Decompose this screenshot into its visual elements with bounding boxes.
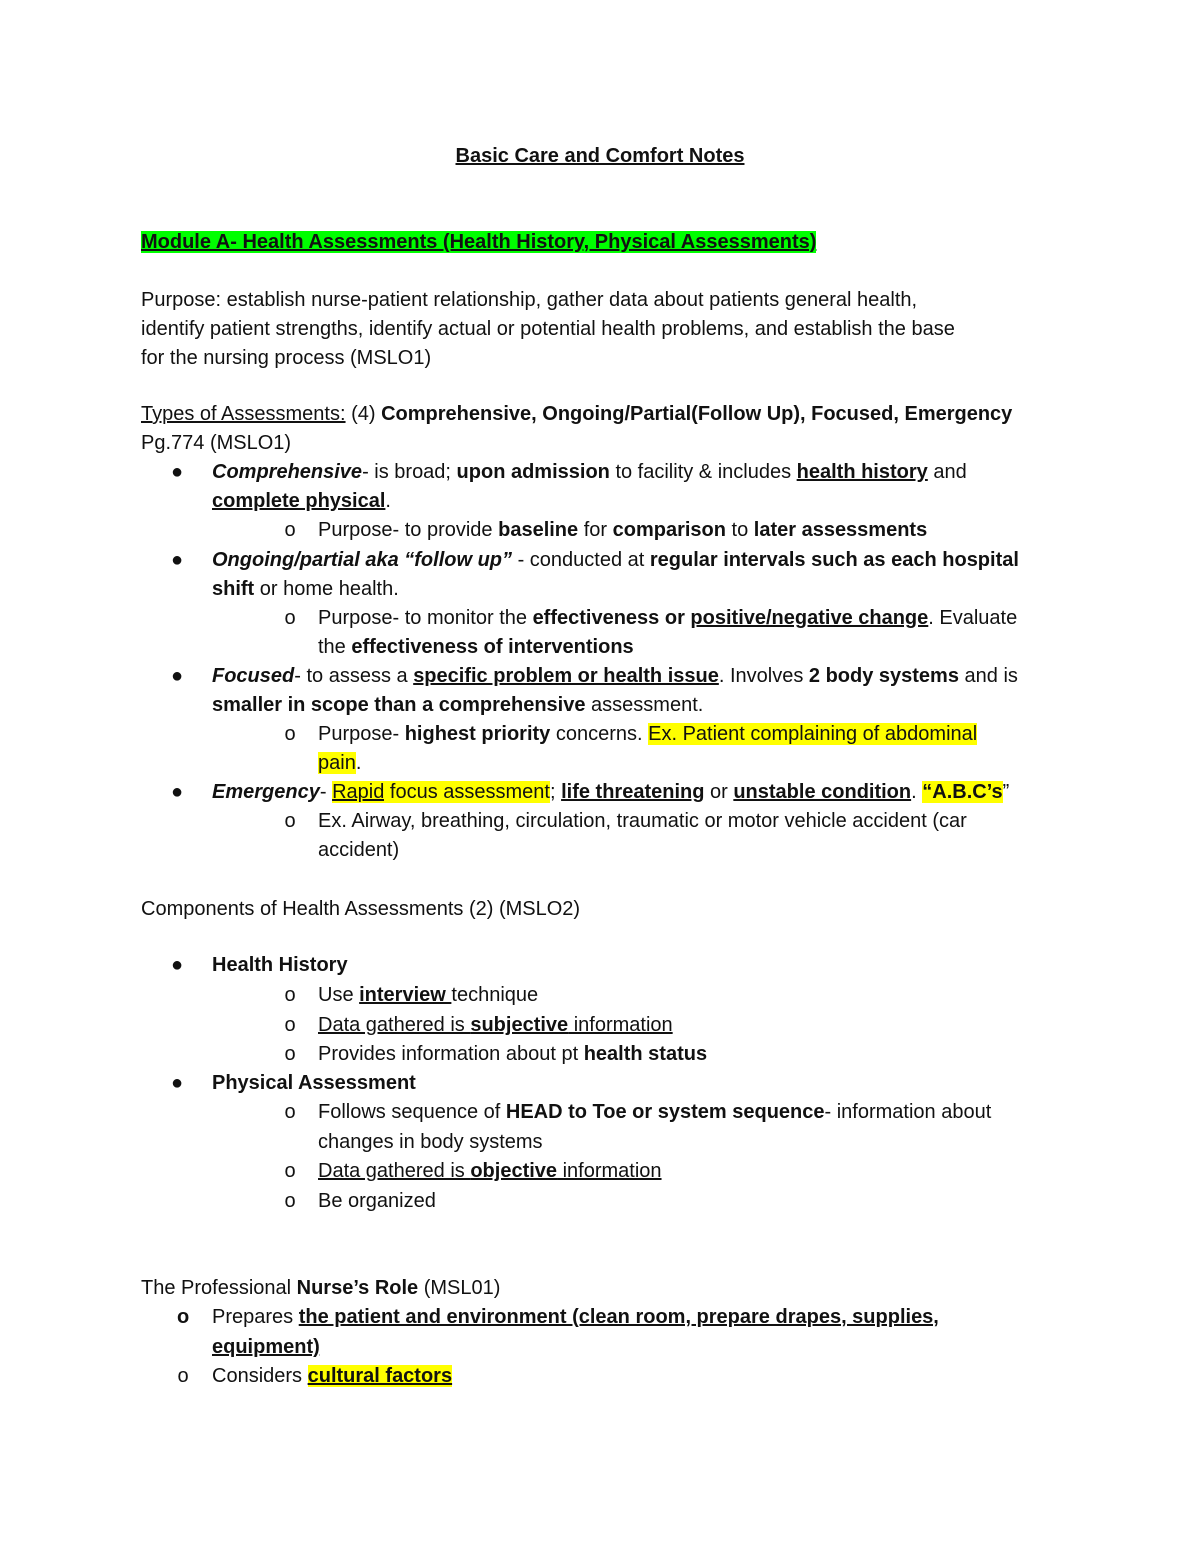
module-a-heading	[141, 228, 816, 257]
focused-purpose	[318, 720, 977, 749]
purpose-line-1: Purpose: establish nurse-patient relationship, gather data about patients general health,	[141, 289, 918, 311]
text-run: unstable condition	[733, 781, 912, 803]
text-run: later assessments	[753, 519, 928, 541]
physical-sub-1	[318, 1098, 991, 1127]
text-run: (MSL01)	[418, 1277, 501, 1299]
emergency-item	[212, 778, 1009, 807]
text-run: Use	[318, 984, 360, 1006]
comprehensive-purpose	[318, 516, 927, 545]
highlighted-example: pain	[318, 752, 356, 774]
focused-item	[212, 662, 1018, 691]
bullet-circle: o	[284, 607, 296, 629]
text-run: subjective	[470, 1014, 569, 1036]
comprehensive-term: Comprehensive	[212, 461, 363, 483]
nurse-role-heading	[141, 1274, 500, 1303]
highlighted-text: cultural factors	[307, 1365, 453, 1387]
emergency-example-cont: accident)	[318, 839, 400, 861]
role-item-2	[212, 1362, 452, 1391]
text-run: Data gathered is	[318, 1160, 471, 1182]
text-run: baseline	[498, 519, 579, 541]
text-run: concerns.	[550, 723, 649, 745]
text-run: Prepares	[212, 1306, 299, 1328]
history-sub-3	[318, 1040, 707, 1069]
text-run: ”	[1002, 781, 1010, 803]
types-label: Types of Assessments:	[141, 403, 346, 425]
text-run: highest priority	[404, 723, 551, 745]
text-run: Follows sequence of	[318, 1101, 506, 1123]
types-page-ref: Pg.774 (MSLO1)	[141, 432, 292, 454]
text-run: .	[355, 752, 362, 774]
comprehensive-item-cont	[212, 487, 391, 516]
bullet-circle: o	[284, 1190, 296, 1212]
bullet-circle: o	[177, 1365, 189, 1387]
text-run: technique	[451, 984, 539, 1006]
bullet-circle: o	[284, 1101, 296, 1123]
text-run: Nurse’s Role	[296, 1277, 419, 1299]
module-a-heading-text: Module A- Health Assessments (Health History, Physical Assessments)	[141, 231, 817, 253]
emergency-example: Ex. Airway, breathing, circulation, traumatic or motor vehicle accident (car	[318, 810, 967, 832]
text-run: Provides information about pt	[318, 1043, 584, 1065]
physical-sub-3: Be organized	[318, 1190, 436, 1212]
physical-sub-2	[318, 1157, 662, 1186]
history-sub-2	[318, 1011, 673, 1040]
bullet-circle: o	[177, 1306, 190, 1328]
text-run: .	[911, 781, 923, 803]
text-run: for	[578, 519, 613, 541]
bullet-circle: o	[284, 1160, 296, 1182]
comprehensive-item	[212, 458, 967, 487]
text-run: information	[568, 1014, 673, 1036]
text-run: effectiveness or	[532, 607, 691, 629]
text-run: smaller in scope than a comprehensive	[212, 694, 586, 716]
text-run: ;	[549, 781, 562, 803]
physical-sub-1-cont: changes in body systems	[318, 1131, 543, 1153]
text-run: to facility & includes	[609, 461, 797, 483]
text-run: Purpose-	[318, 723, 405, 745]
ongoing-purpose	[318, 604, 1017, 633]
purpose-line-2: identify patient strengths, identify actual or potential health problems, and establish the base	[141, 318, 955, 340]
text-run: effectiveness of interventions	[351, 636, 634, 658]
text-run: health history	[796, 461, 928, 483]
highlighted-example: Ex. Patient complaining of abdominal	[648, 723, 978, 745]
bullet-dot: ●	[171, 461, 184, 483]
ongoing-term: Ongoing/partial aka “follow up”	[212, 549, 513, 571]
highlighted-text: focus assessment	[384, 781, 550, 803]
text-run: health status	[583, 1043, 708, 1065]
text-run: . Involves	[718, 665, 809, 687]
text-run: upon admission	[456, 461, 610, 483]
bullet-circle: o	[284, 984, 296, 1006]
focused-item-cont	[212, 691, 703, 720]
text-run: life threatening	[561, 781, 705, 803]
text-run: the	[318, 636, 352, 658]
history-sub-1	[318, 981, 538, 1010]
text-run: - information about	[824, 1101, 992, 1123]
bullet-dot: ●	[171, 665, 184, 687]
text-run: . Evaluate	[928, 607, 1018, 629]
text-run: or home health.	[254, 578, 399, 600]
text-run: and	[927, 461, 967, 483]
text-run: complete physical	[212, 490, 386, 512]
text-run: specific problem or health issue	[413, 665, 719, 687]
text-run: interview	[359, 984, 452, 1006]
text-run: HEAD to Toe or system sequence	[505, 1101, 825, 1123]
text-run: information	[557, 1160, 662, 1182]
role-item-1	[212, 1303, 939, 1332]
text-run: 2 body systems	[808, 665, 959, 687]
text-run: comparison	[612, 519, 726, 541]
health-history-label: Health History	[212, 954, 348, 976]
highlighted-text: “A.B.C’s	[922, 781, 1003, 803]
text-run: regular intervals such as each hospital	[649, 549, 1019, 571]
bullet-circle: o	[284, 810, 296, 832]
text-run: Purpose- to monitor the	[318, 607, 533, 629]
emergency-term: Emergency	[212, 781, 320, 803]
components-heading: Components of Health Assessments (2) (MSLO2)	[141, 898, 581, 920]
bullet-circle: o	[284, 1014, 296, 1036]
purpose-line-3: for the nursing process (MSLO1)	[141, 347, 432, 369]
text-run: the patient and environment (clean room, prepare drapes, supplies,	[298, 1306, 939, 1328]
ongoing-purpose-cont	[318, 633, 634, 662]
text-run: or	[704, 781, 734, 803]
text-run: .	[385, 490, 391, 512]
text-run: -	[319, 781, 333, 803]
bullet-dot: ●	[171, 549, 184, 571]
types-heading	[141, 400, 1012, 429]
text-run: and is	[958, 665, 1018, 687]
bullet-dot: ●	[171, 954, 184, 976]
focused-purpose-cont	[318, 749, 361, 778]
text-run: to	[725, 519, 754, 541]
bullet-dot: ●	[171, 781, 184, 803]
text-run: - conducted at	[512, 549, 650, 571]
bullet-circle: o	[284, 519, 296, 541]
role-item-1-cont: equipment)	[212, 1336, 320, 1358]
text-run: assessment.	[585, 694, 704, 716]
text-run: Purpose- to provide	[318, 519, 499, 541]
document-title: Basic Care and Comfort Notes	[455, 145, 745, 167]
text-run: objective	[470, 1160, 558, 1182]
ongoing-item-cont	[212, 575, 399, 604]
text-run: Considers	[212, 1365, 308, 1387]
highlighted-text: Rapid	[332, 781, 385, 803]
physical-assessment-label: Physical Assessment	[212, 1072, 416, 1094]
text-run: Data gathered is	[318, 1014, 471, 1036]
text-run: positive/negative change	[690, 607, 929, 629]
focused-term: Focused	[212, 665, 295, 687]
types-count: (4)	[345, 403, 382, 425]
text-run: - to assess a	[294, 665, 414, 687]
bullet-circle: o	[284, 723, 296, 745]
ongoing-item	[212, 546, 1019, 575]
text-run: - is broad;	[362, 461, 457, 483]
text-run: shift	[212, 578, 255, 600]
bullet-circle: o	[284, 1043, 296, 1065]
types-list: Comprehensive, Ongoing/Partial(Follow Up), Focused, Emergency	[381, 403, 1013, 425]
text-run: The Professional	[141, 1277, 297, 1299]
bullet-dot: ●	[171, 1072, 184, 1094]
